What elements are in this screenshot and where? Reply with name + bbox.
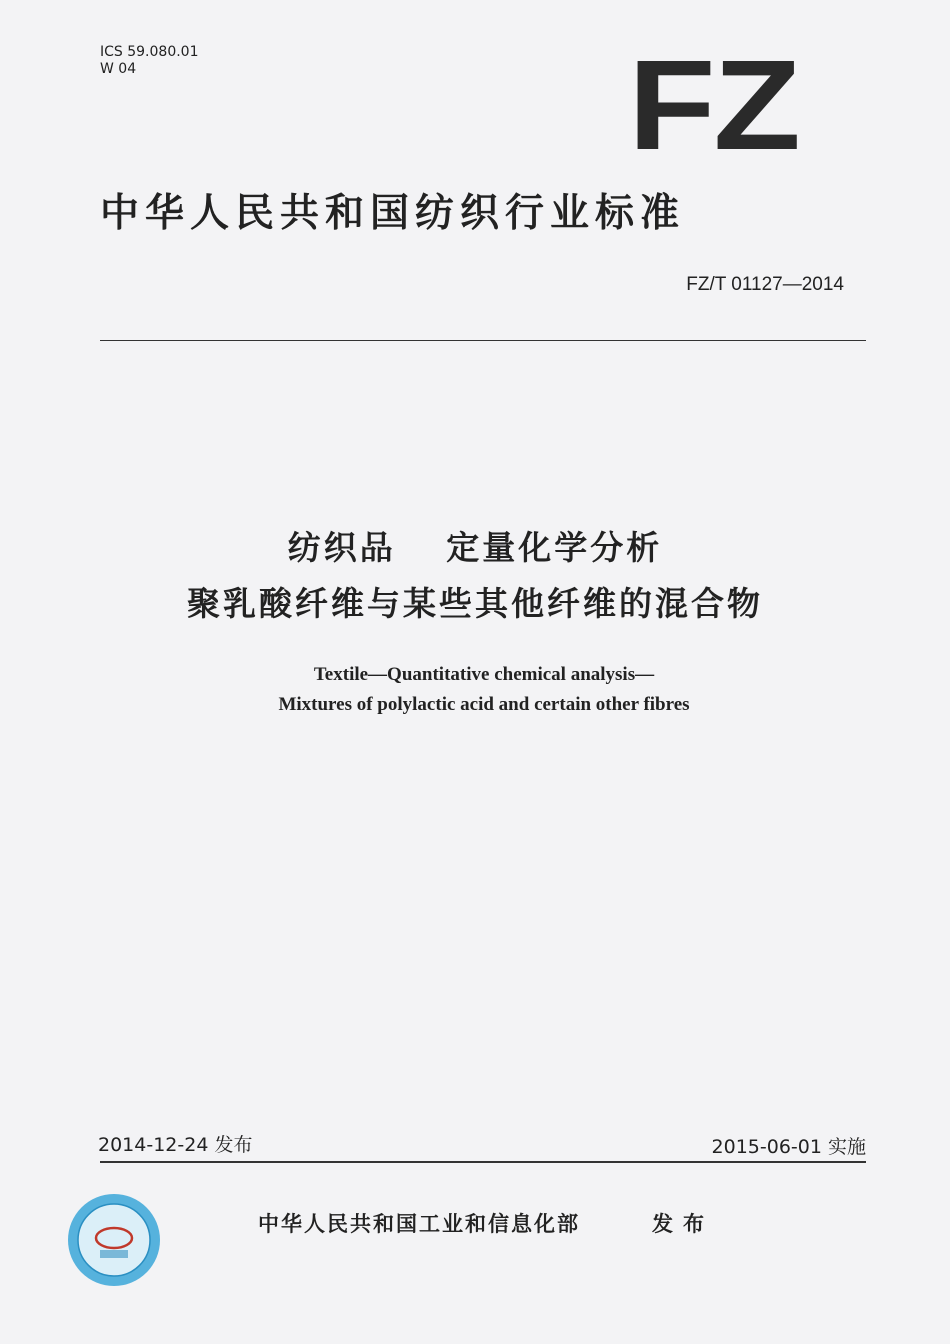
- top-divider: [100, 340, 866, 341]
- publisher-name: 中华人民共和国工业和信息化部: [258, 1212, 580, 1236]
- standard-number: FZ/T 01127—2014: [686, 274, 844, 295]
- fz-logo: FZ: [628, 34, 799, 177]
- ics-classification: [100, 44, 199, 78]
- publish-label: 发布: [652, 1212, 714, 1236]
- issue-date: 2014-12-24 发布: [98, 1134, 253, 1156]
- chinese-title-line-2: 聚乳酸纤维与某些其他纤维的混合物: [187, 584, 763, 623]
- chinese-title: [0, 520, 950, 632]
- english-title: [0, 660, 950, 720]
- english-title-line-1: Textile—Quantitative chemical analysis—: [313, 664, 655, 685]
- anti-counterfeit-seal-icon: [66, 1192, 162, 1288]
- english-title-line-2: Mixtures of polylactic acid and certain other fibres: [278, 694, 690, 715]
- implementation-date: 2015-06-01 实施: [711, 1136, 866, 1158]
- ccs-code: W 04: [100, 61, 137, 77]
- ics-code: ICS 59.080.01: [100, 44, 199, 60]
- standard-category-title: 中华人民共和国纺织行业标准: [100, 191, 686, 236]
- bottom-divider: [100, 1161, 866, 1163]
- chinese-title-line-1: 纺织品 定量化学分析: [287, 528, 663, 567]
